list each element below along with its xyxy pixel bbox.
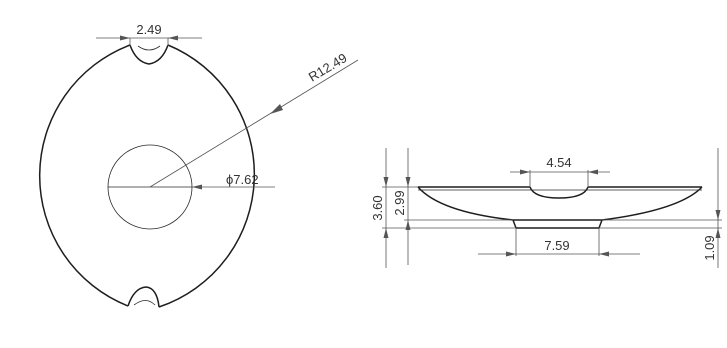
base-height-label: 1.09 (702, 235, 717, 261)
side-view (370, 148, 722, 268)
notch-width-label: 2.49 (136, 22, 162, 37)
top-notch (130, 45, 168, 64)
hole-diameter-dimension (192, 172, 275, 190)
base-diameter-dimension (478, 228, 640, 257)
notch-width-dimension (96, 22, 202, 46)
body-height-label: 2.99 (392, 190, 407, 216)
dish-top-notch (530, 187, 588, 198)
top-view (40, 22, 358, 307)
top-notch-width-label: 4.54 (546, 155, 572, 170)
total-height-label: 3.60 (370, 195, 385, 221)
bottom-notch-inner (134, 301, 155, 306)
dish-bottom-curve (418, 187, 702, 220)
outer-disc-outline (40, 45, 255, 307)
hole-diameter-label: ϕ7.62 (226, 172, 259, 187)
dish-base (513, 220, 602, 228)
top-notch-inner (138, 46, 160, 50)
base-diameter-label: 7.59 (544, 238, 570, 253)
radius-label: R12.49 (305, 50, 350, 85)
top-notch-width-dimension (510, 155, 610, 187)
body-height-dimension (392, 148, 513, 265)
